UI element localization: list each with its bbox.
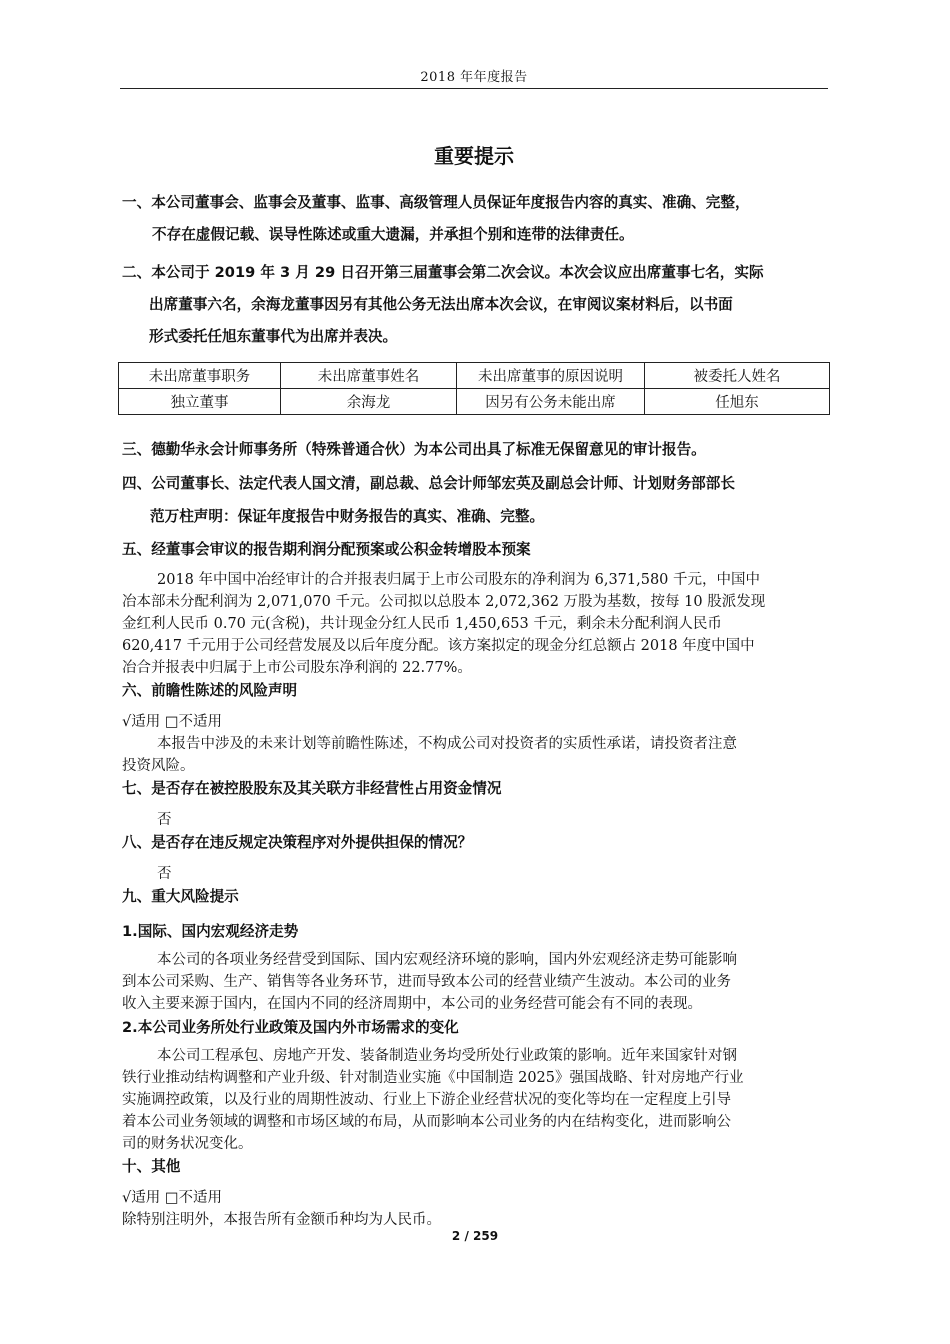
section-4-line-1: 四、公司董事长、法定代表人国文清，副总裁、总会计师邹宏英及副总会计师、计划财务部部长 [122,475,735,492]
table-header-row [119,363,830,389]
page-number: 2 / 259 [451,1229,499,1243]
section-1-line-1: 一、本公司董事会、监事会及董事、监事、高级管理人员保证年度报告内容的真实、准确、完整， [122,194,750,211]
section-5-heading: 五、经董事会审议的报告期利润分配预案或公积金转增股本预案 [122,541,531,558]
section-5-para-line: 2018 年中国中冶经审计的合并报表归属于上市公司股东的净利润为 6,371,580 千元，中国中 [157,572,761,588]
section-9-para-line: 铁行业推动结构调整和产业升级、针对制造业实施《中国制造 2025》强国战略、针对房地产行业 [122,1070,744,1086]
running-header: 2018 年年度报告 [420,70,528,85]
section-2-line-1: 二、本公司于 2019 年 3 月 29 日召开第三届董事会第二次会议。本次会议应出席董事七名，实际 [122,264,764,281]
table-cell: 独立董事 [119,389,281,415]
section-9-para-line: 着本公司业务领域的调整和市场区域的布局，从而影响本公司业务的内在结构变化，进而影响公 [122,1114,731,1130]
section-2-line-3: 形式委托任旭东董事代为出席并表决。 [149,328,398,345]
section-6-heading: 六、前瞻性陈述的风险声明 [122,682,298,699]
table-row [119,389,830,415]
section-6-para-line: 投资风险。 [122,758,195,774]
section-5-para-line: 冶合并报表中归属于上市公司股东净利润的 22.77%。 [122,660,472,676]
absent-director-table [118,362,830,415]
page-title: 重要提示 [434,144,514,168]
section-9-para-line: 司的财务状况变化。 [122,1136,253,1152]
section-9-para-line: 实施调控政策，以及行业的周期性波动、行业上下游企业经营状况的变化等均在一定程度上引导 [122,1092,731,1108]
table-cell: 任旭东 [645,389,830,415]
table-header-cell: 被委托人姓名 [645,363,830,389]
table-header-cell: 未出席董事的原因说明 [457,363,645,389]
section-9-para-line: 本公司工程承包、房地产开发、装备制造业务均受所处行业政策的影响。近年来国家针对钢 [157,1048,737,1064]
header-rule [120,88,828,89]
section-4-line-2: 范万柱声明：保证年度报告中财务报告的真实、准确、完整。 [150,508,545,525]
section-7-heading: 七、是否存在被控股股东及其关联方非经营性占用资金情况 [122,780,502,797]
table-header-cell: 未出席董事姓名 [281,363,457,389]
section-9-para-line: 本公司的各项业务经营受到国际、国内宏观经济环境的影响，国内外宏观经济走势可能影响 [157,952,737,968]
section-5-para-line: 冶本部未分配利润为 2,071,070 千元。公司拟以总股本 2,072,362 万股为基数，按每 10 股派发现 [122,594,766,610]
applicability-checkbox: √适用 □不适用 [122,714,223,730]
table-header-cell: 未出席董事职务 [119,363,281,389]
section-2-line-2: 出席董事六名，余海龙董事因另有其他公务无法出席本次会议，在审阅议案材料后，以书面 [149,296,733,313]
section-7-answer: 否 [157,812,172,828]
applicability-checkbox: √适用 □不适用 [122,1190,223,1206]
section-9-subheading-1: 1.国际、国内宏观经济走势 [122,923,299,940]
section-9-heading: 九、重大风险提示 [122,888,239,905]
section-9-subheading-2: 2.本公司业务所处行业政策及国内外市场需求的变化 [122,1019,459,1036]
section-8-answer: 否 [157,866,172,882]
section-9-para-line: 到本公司采购、生产、销售等各业务环节，进而导致本公司的经营业绩产生波动。本公司的业务 [122,974,731,990]
table-cell: 余海龙 [281,389,457,415]
section-5-para-line: 金红利人民币 0.70 元(含税)，共计现金分红人民币 1,450,653 千元，剩余未分配利润人民币 [122,616,722,632]
section-8-heading: 八、是否存在违反规定决策程序对外提供担保的情况？ [122,834,473,851]
table-cell: 因另有公务未能出席 [457,389,645,415]
section-9-para-line: 收入主要来源于国内，在国内不同的经济周期中，本公司的业务经营可能会有不同的表现。 [122,996,702,1012]
section-10-heading: 十、其他 [122,1158,181,1175]
section-1-line-2: 不存在虚假记载、误导性陈述或重大遗漏，并承担个别和连带的法律责任。 [152,226,634,243]
section-5-para-line: 620,417 千元用于公司经营发展及以后年度分配。该方案拟定的现金分红总额占 2018 年度中国中 [122,638,755,654]
section-3-line-1: 三、德勤华永会计师事务所（特殊普通合伙）为本公司出具了标准无保留意见的审计报告。 [122,441,706,458]
section-6-para-line: 本报告中涉及的未来计划等前瞻性陈述，不构成公司对投资者的实质性承诺，请投资者注意 [157,736,737,752]
section-10-para-line: 除特别注明外，本报告所有金额币种均为人民币。 [122,1212,441,1228]
